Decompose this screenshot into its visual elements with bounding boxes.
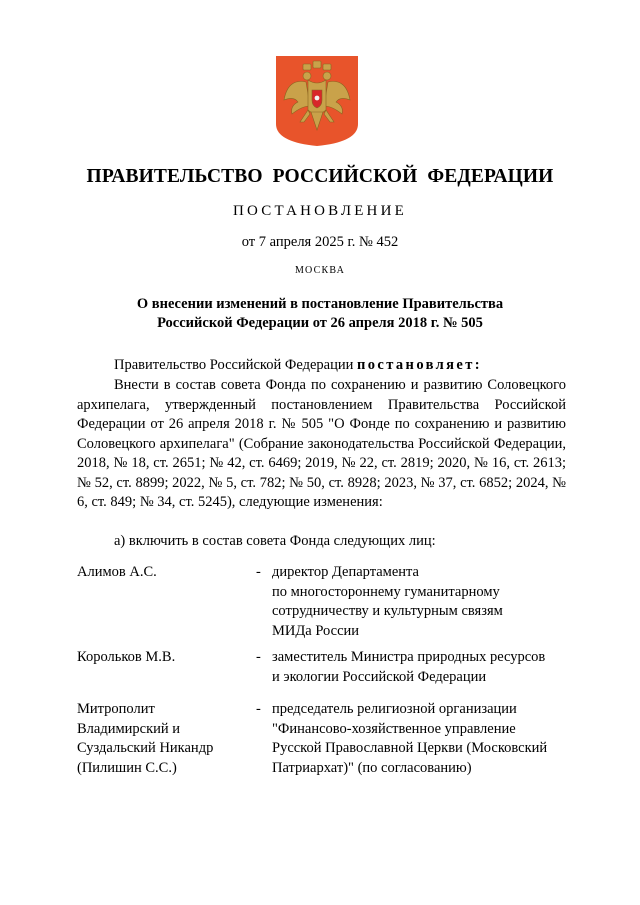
document-type: ПОСТАНОВЛЕНИЕ [233,203,407,219]
member-name: Корольков М.В. [77,649,176,665]
member-dash: - [256,701,261,717]
member-dash: - [256,649,261,665]
resolution-main-paragraph: Внести в состав совета Фонда по сохранению и развитию Соловецкого архипелага, утвержденный постановлением Правительства Российской Федерации от 26 апреля 2018 г. № 505 "О Фонде по сохранению и развитию Соловецкого архипелага" (Собрание законодательства Российской Федерации, 2018, № 18, ст. 2651; № 42, ст. 6469; 2019, № 22, ст. 2819; 2020, № 16, ст. 2613; № 52, ст. 8899; 2022, № 5, ст. 782; № 50, ст. 8928; 2023, № 37, ст. 6852; 2024, № 6, ст. 849; № 34, ст. 5245), следующие изменения: [77,377,566,510]
government-title: ПРАВИТЕЛЬСТВО РОССИЙСКОЙ ФЕДЕРАЦИИ [86,166,554,187]
member-position: заместитель Министра природных ресурсов и экологии Российской Федерации [272,649,546,685]
coat-of-arms-icon [276,56,358,146]
preamble-decrees: постановляет: [356,357,483,373]
member-name: Митрополит Владимирский и Суздальский Никандр (Пилишин С.С.) [77,701,214,776]
document-dateline: от 7 апреля 2025 г. № 452 [241,234,399,250]
member-position: председатель религиозной организации "Финансово-хозяйственное управление Русской Православной Церкви (Московский Патриархат)" (по согласованию) [272,701,548,776]
document-heading [0,295,640,333]
member-dash: - [256,564,261,580]
document-city: МОСКВА [294,265,346,276]
heading-line-2: Российской Федерации от 26 апреля 2018 г. № 505 [157,315,483,331]
member-position: директор Департамента по многостороннему гуманитарному сотрудничеству и культурным связям МИДа России [272,564,503,639]
member-name: Алимов А.С. [77,564,157,580]
resolution-item-a: а) включить в состав совета Фонда следующих лиц: [114,533,436,549]
resolution-preamble [77,356,566,376]
preamble-lead: Правительство Российской Федерации [114,357,357,373]
heading-line-1: О внесении изменений в постановление Правительства [136,296,504,312]
